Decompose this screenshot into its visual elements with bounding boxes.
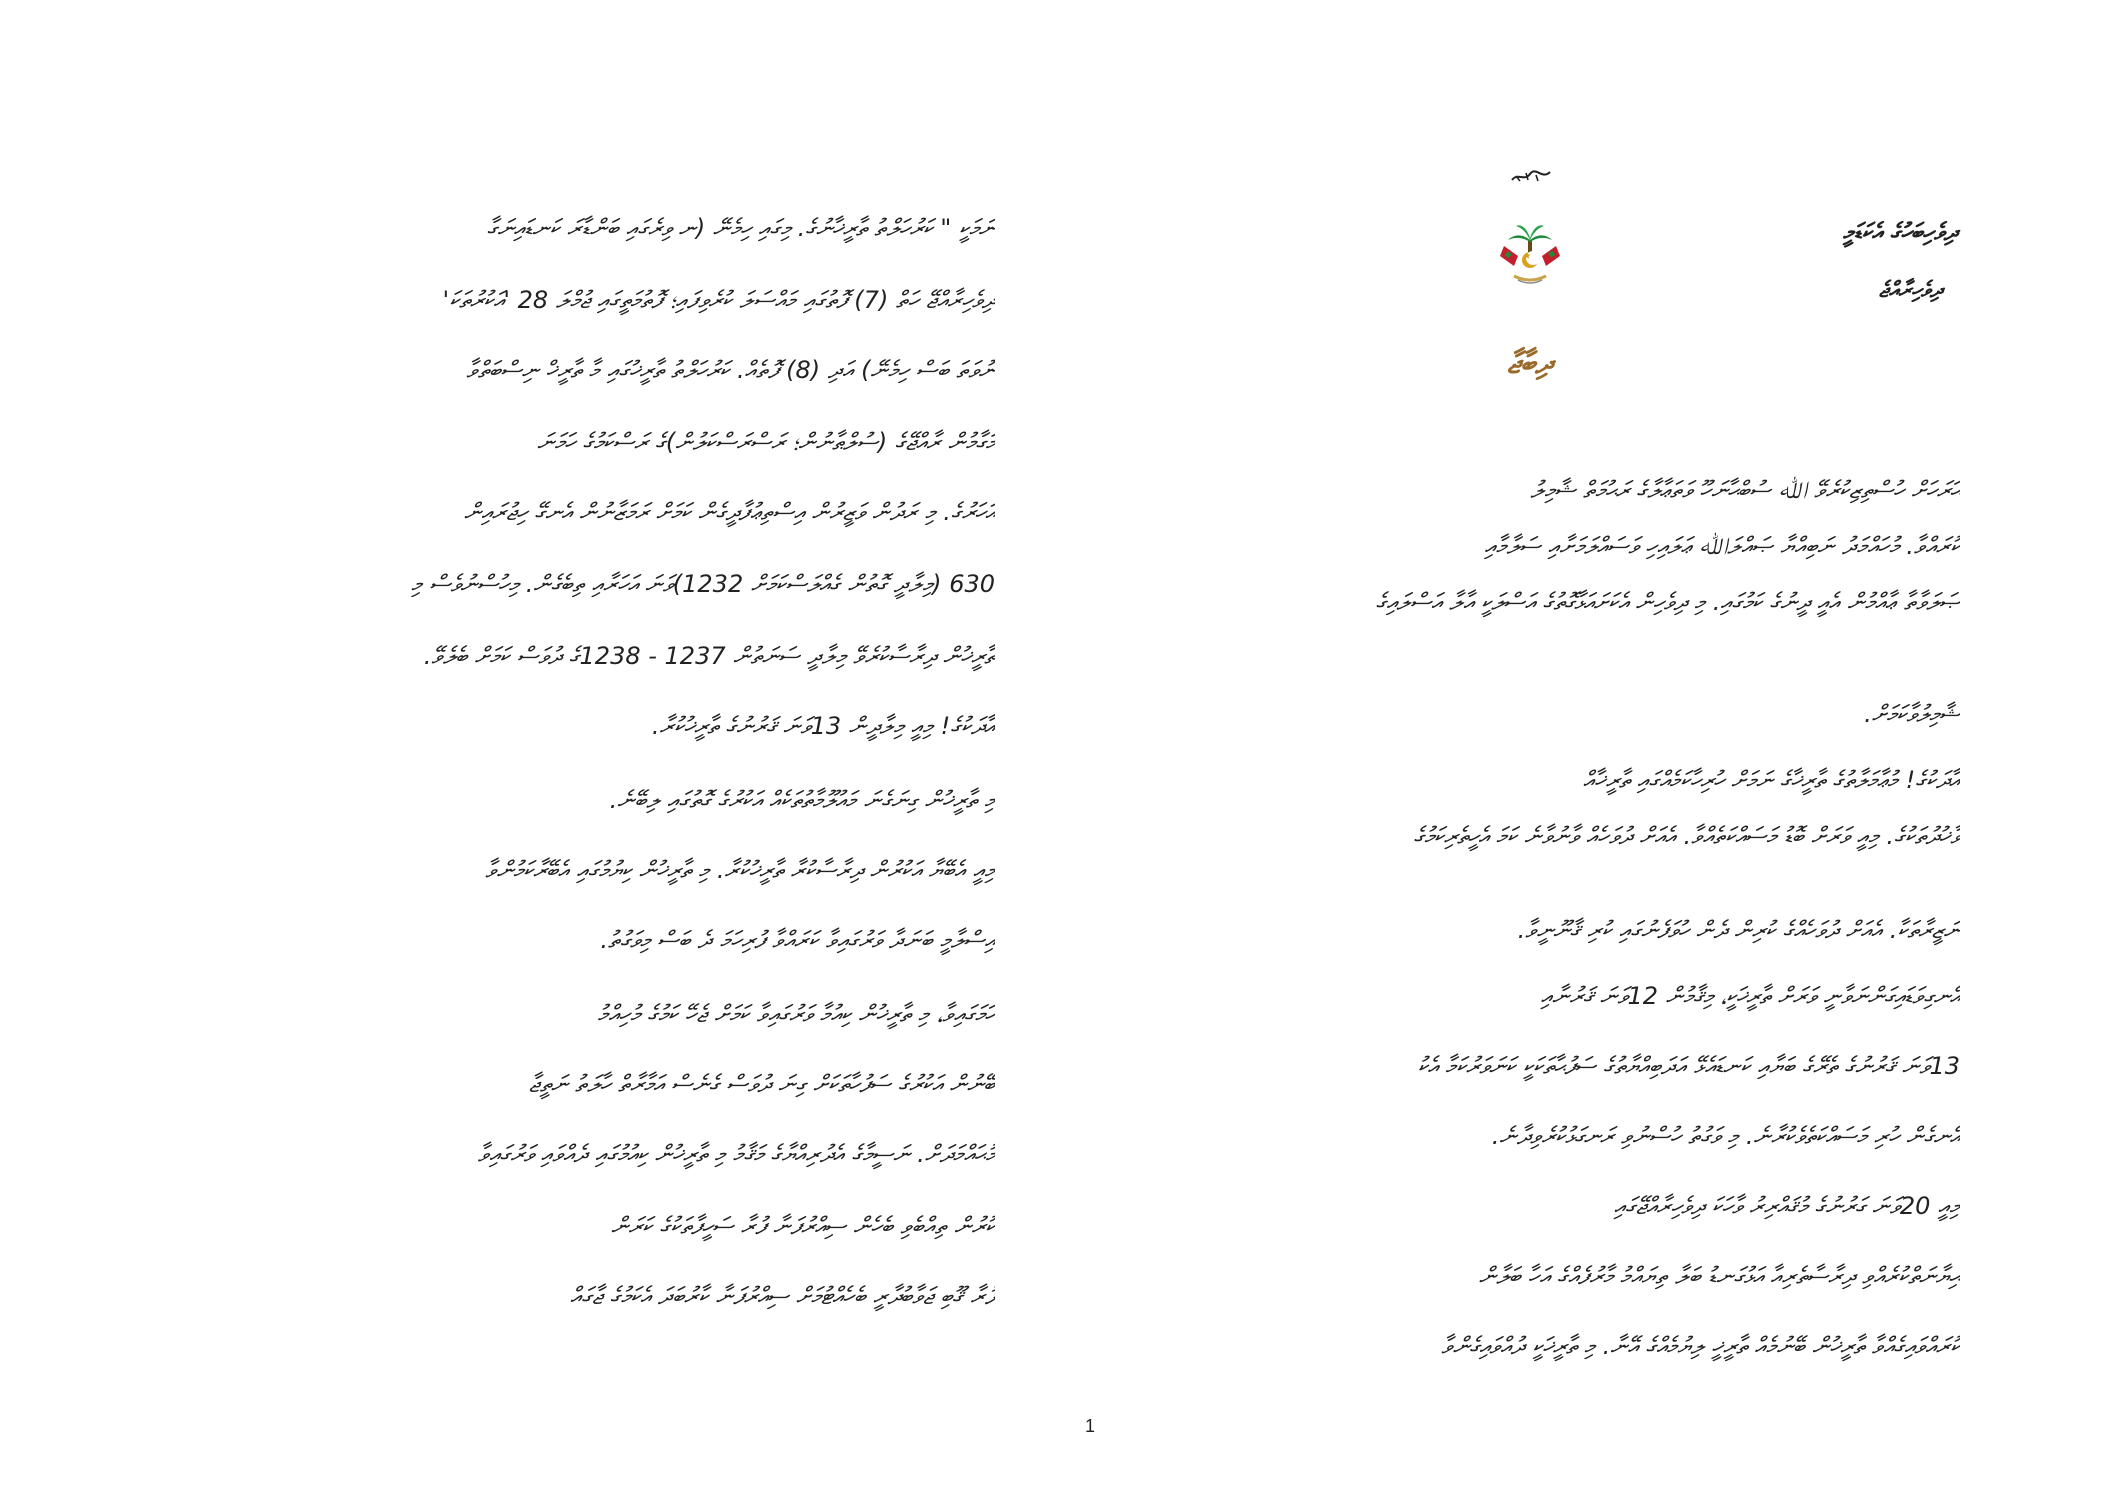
text-line: އާދަކުގެ! މިއީ މިލާދީން 13ވަނަ ޤަރުނުގެ ތާރީޚުކުރާ. xyxy=(651,712,995,740)
text-line: ކުރައްވައިގެއްވާ ތާރީޚުން ބޭނުމެއް ތާރީޚީ ލިޔުމެއްގެ އޭނާ. މި ތާރީޚަކީ ދުއްވައިގެންވާ xyxy=(1441,1332,1960,1360)
text-line: ބޭނުން އަކުރުގެ ސަފުހާތަކަށް ގިނަ ދުވަސް ގެނެސް އަމާރާތް ހާލަތު ނަތީޖާ xyxy=(528,1070,995,1098)
text-line: ފުރާ ޤޫބި ޖަވާބުދާރީ ބެހެއްޓުމަށް ސިއްރުފަނާ ކާރުބަދަ އެކަމުގެ ޖާގައް xyxy=(570,1282,995,1310)
text-line: މި ތާރީޚުން ގިނަގެނަ މައުލޫމާތުތަކެއް އަކުރުގެ ގޮތުގައި ލިބޭނެ. xyxy=(609,786,995,814)
text-line: ނަޒީރާތަކާ. އެއަށް ދުވަހެއްގެ ކުރިން ދެން ހުވަފެނުގައި ކުރި ޤާނޫނީވާ. xyxy=(1517,916,1960,944)
text-line: ޞަލަވާތާ ޢާއްމުން އެއީ ދީނުގެ ކަމުގައި. މި ދިވެހިން އެކަށައަޅާގޮތުގެ އަސްލަކީ އާލާ އަސްލައިގެ xyxy=(1375,588,1960,616)
text-line: ކުރުން ތިއްބެވި ބެހެން ސިއްރުފަނާ ފުރާ ސަހީފާތަކުގެ ކަރަން xyxy=(611,1212,995,1240)
text-line: މުޙައްމަދަށް. ނަސީމާގެ އެދުރިއްޔާގެ މަޤާމު މި ތާރީޚުން ކިއުމުގައި ދެއްވައި ވަރުގައިވާ xyxy=(477,1140,995,1168)
text-line: ވާޚުދުތަކުގެ. މިއީ ވަރަށް ބޮޑު މަސައްކަތެއްވާ. އެއަށް ދުވަހެއް ވާނުވާނެ ކަމަ އެހީތެރިކަމުގެ xyxy=(1413,822,1960,850)
ministry-name: ދިވެހިބަހުގެ އެކަޑަމީ xyxy=(1842,218,1957,246)
text-line: ކުރައްވާ. މުހައްމަދު ނަބިއްޔާ ޞައްލަﷲ ޢަލައިހި ވަސައްލަމަށާއި ސަލާމާއި xyxy=(1484,532,1960,560)
text-line: ދިވެހިރާއްޖޭ ހަތް (7) ފޮތުގައި މައްސަލަ ކުރެވިފައި؛ ފޮތުމަތީގައި ޖުމްލަ 28 'އަކުރުތަކަ' xyxy=(442,286,995,314)
country-name: ދިވެހިރާއްޖެ xyxy=(1878,278,1942,303)
text-line: 630 (މިލާދީ ގޮތުން ގެއްލަސްކަމަށް 1232)ވަނަ އަހަރާއި ތިބެގެން. މިހުސްނުވެސް މި xyxy=(410,570,995,598)
text-line: އަހަރުގެ. މި ރަދުން ވަޒީރުން އިސްތިޢުފާދީގެން ކަމަށް ރަމަޒާނުން އެނގޭ ހިޖުރައިން xyxy=(464,498,995,526)
text-line: އިސްލާމީ ބަނަދާ ވަރުގައިވާ ކަރައްވާ ފުރިހަމަ ދެ ބަސް މިވަގުތު. xyxy=(600,926,995,954)
left-page xyxy=(195,0,995,1497)
text-line: ޙަރަހަށް ހުސްތިޒިކުރެވޭ ﷲ ސުބްޙާނަހޫ ވަތަޢާލާގެ ރަޙުމަތް ޝާމިލު xyxy=(1530,476,1960,504)
text-line: އެނގެން ހުރި މަސައްކަތެވެކުރާނެ. މި ވަގުތު ހުސްނުވި ރަނގަޅުކުރެވިދާނެ. xyxy=(1491,1122,1960,1150)
right-page xyxy=(1100,0,1960,1497)
text-line: 13ވަނަ ޤަރުނުގެ ތެރޭގެ ބަޔާއި ކަނޑައެޅޭ އަދަބިއްޔާތުގެ ސަފުޙާތަކަކީ ކަނަވަރުކަމާ އެކު xyxy=(1417,1052,1960,1080)
document-title: ދިބާޖާ xyxy=(1507,346,1553,381)
text-line: އެނގިވަޑައިގަންނަވާނީ ވަރަށް ތާރީޚަކީ، މިޤާމުން 12ވަނަ ޤަރުނާއި xyxy=(1540,982,1960,1010)
page-number: 1 xyxy=(1084,1416,1095,1436)
text-line: ނަމަކީ " ކަރުހަލްތު ތާރީޚާނުގެ. މިގައި ހިމެނޭ (ނ ވިރެގައި ބަންޑާރަ ކަނޑައިނަގާ xyxy=(486,214,995,242)
text-line: ހަމަގައިވާ، މި ތާރީޚުން ކިއުމާ ވަރުގައިވާ ކަމަށް ޖެހޭ ކަމުގެ މުހިއްމު xyxy=(597,1000,995,1028)
text-line: ތާރީޚުން ދިރާސާކުރެވޭ މިލާދީ ސަނަތުން 1237 - 1238ގެ ދުވަސް ކަމަށް ބެލެވޭ. xyxy=(423,642,995,670)
text-line: ޙިޔާނަތްކުރެއްވި ދިރާސާތެރިއާ އަޅުގަނޑު ބަލާ ތިޔައްމު މާރުފެއްގެ އަހާ ބަލާން xyxy=(1478,1262,1960,1290)
text-line: ނުވަތަ ބަސް ހިމެނޭ) އަދި (8) ފޮތެއް. ކަރުހަލްތު ތާރީޚުގައި މާ ތާރީޚް ނިސްބަތްވާ xyxy=(466,356,995,384)
text-line: އާދަކުގެ! މުޢާމަލާތުގެ ތާރީޚާގެ ނަމަށް ހުރިހާކަމެއްގައި ތާރީޚާއް xyxy=(1583,766,1960,794)
text-line: މިއީ އެބޭޔާ އަކުރުން ދިރާސާކުރާ ތާރީޚުކުރާ. މި ތާރީޚުން ކިޔުމުގައި އެބޭރާކަމުންވާ xyxy=(485,856,995,884)
text-line: މިއީ 20ވަނަ ގަރުނުގެ މުޤައްރިރު ވާހަކަ ދިވެހިރާއްޖޭގައި xyxy=(1613,1192,1960,1220)
text-line: މަގާމުން ރާއްޖޭގެ (ސުލްޠާނުން؛ ރަސްރަސްކަލުން)ގެ ރަސްކަމުގެ ހަމަނަ xyxy=(537,428,995,456)
text-line: ޝާމިލުވާކަމަށް. xyxy=(1864,700,1960,728)
